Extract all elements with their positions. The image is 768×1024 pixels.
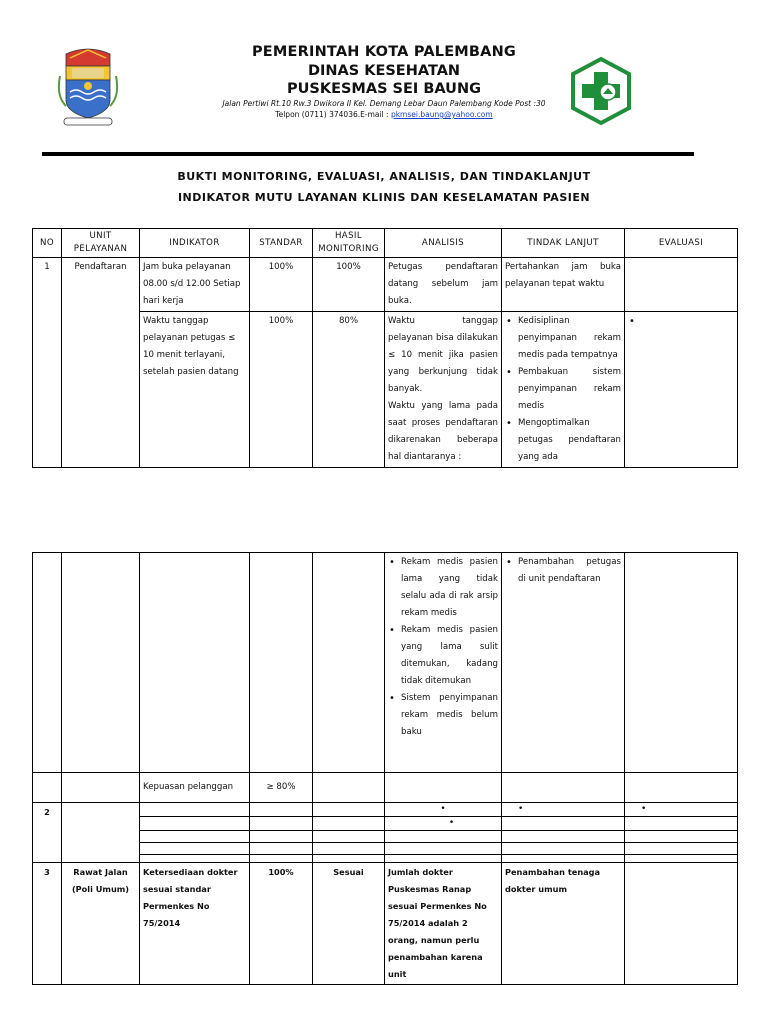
monitoring-table-page1: [32, 228, 738, 468]
row-indikator: Waktu tanggap pelayanan petugas ≤ 10 menit terlayani, setelah pasien datang: [140, 312, 250, 468]
document-subtitle: INDIKATOR MUTU LAYANAN KLINIS DAN KESELAMATAN PASIEN: [177, 191, 591, 204]
col-header-standar: STANDAR: [250, 229, 313, 258]
col-header-analisis: ANALISIS: [385, 229, 502, 258]
list-item: • Mengoptimalkan petugas pendaftaran yang ada: [518, 415, 621, 466]
row-no: 1: [33, 258, 62, 468]
col-header-tindak-lanjut: TINDAK LANJUT: [502, 229, 625, 258]
header-address: Jalan Pertiwi Rt.10 Rw.3 Dwikora II Kel. Demang Lebar Daun Palembang Kode Post :30: [222, 99, 546, 108]
header-department: DINAS KESEHATAN: [307, 63, 461, 79]
row-standar: 100%: [250, 258, 313, 312]
phone-text: Telpon (0711) 374036.E-mail :: [275, 110, 391, 119]
row-tindak-lanjut: Penambahan tenaga dokter umum: [502, 863, 625, 985]
header-divider: [42, 152, 694, 156]
row-analisis: [385, 553, 502, 773]
list-item: • Rekam medis pasien yang lama sulit ditemukan, kadang tidak ditemukan: [401, 622, 498, 690]
row-hasil: 100%: [313, 258, 385, 312]
row-standar: 100%: [250, 312, 313, 468]
row-analisis: Jumlah dokter Puskesmas Ranap sesuai Permenkes No 75/2014 adalah 2 orang, namun perlu penambahan karena unit: [385, 863, 502, 985]
col-header-evaluasi: EVALUASI: [625, 229, 738, 258]
row-unit: Rawat Jalan (Poli Umum): [62, 863, 140, 985]
col-header-no: NO: [33, 229, 62, 258]
col-header-hasil: HASIL MONITORING: [313, 229, 385, 258]
list-item: • Pembakuan sistem penyimpanan rekam medis: [518, 364, 621, 415]
bullet-marker: •: [385, 817, 502, 831]
row-indikator: Jam buka pelayanan 08.00 s/d 12.00 Setiap hari kerja: [140, 258, 250, 312]
email-link[interactable]: pkmsei.baung@yahoo.com: [390, 110, 493, 119]
table-row: [33, 258, 738, 312]
row-standar: 100%: [250, 863, 313, 985]
bullet-marker: •: [502, 803, 625, 817]
analisis-paragraph: Waktu yang lama pada saat proses pendaftaran dikarenakan beberapa hal diantaranya :: [388, 401, 498, 462]
analisis-paragraph: Waktu tanggap pelayanan bisa dilakukan ≤ 10 menit jika pasien yang berkunjung tidak banyak.: [388, 316, 498, 394]
bullet-marker: •: [385, 803, 502, 817]
row-tindak-lanjut: [502, 553, 625, 773]
list-item: • Rekam medis pasien lama yang tidak selalu ada di rak arsip rekam medis: [401, 554, 498, 622]
header-government: PEMERINTAH KOTA PALEMBANG: [251, 44, 517, 60]
table-row: [33, 863, 738, 985]
table-row: [33, 773, 738, 803]
row-evaluasi: [625, 258, 738, 312]
table-row: [33, 553, 738, 773]
header-contact: [0, 110, 768, 119]
row-standar: ≥ 80%: [250, 773, 313, 803]
list-item: • Penambahan petugas di unit pendaftaran: [518, 554, 621, 588]
list-item: • Sistem penyimpanan rekam medis belum baku: [401, 690, 498, 741]
row-indikator: Kepuasan pelanggan: [140, 773, 250, 803]
row-evaluasi: [625, 312, 738, 468]
row-indikator: Ketersediaan dokter sesuai standar Permenkes No 75/2014: [140, 863, 250, 985]
row-analisis: [385, 312, 502, 468]
row-no: 2: [33, 803, 62, 863]
row-analisis: Petugas pendaftaran datang sebelum jam buka.: [385, 258, 502, 312]
bullet-marker: •: [625, 803, 738, 817]
row-tindak-lanjut: [502, 312, 625, 468]
row-hasil: Sesuai: [313, 863, 385, 985]
row-unit: Pendaftaran: [62, 258, 140, 468]
row-no: 3: [33, 863, 62, 985]
list-item: • Kedisiplinan penyimpanan rekam medis pada tempatnya: [518, 313, 621, 364]
row-hasil: 80%: [313, 312, 385, 468]
header-puskesmas: PUSKESMAS SEI BAUNG: [286, 81, 481, 97]
table-row: [33, 803, 738, 817]
row-tindak-lanjut: Pertahankan jam buka pelayanan tepat waktu: [502, 258, 625, 312]
monitoring-table-page2: [32, 552, 738, 985]
document-title: BUKTI MONITORING, EVALUASI, ANALISIS, DAN TINDAKLANJUT: [177, 170, 591, 183]
col-header-indikator: INDIKATOR: [140, 229, 250, 258]
col-header-unit: UNIT PELAYANAN: [62, 229, 140, 258]
